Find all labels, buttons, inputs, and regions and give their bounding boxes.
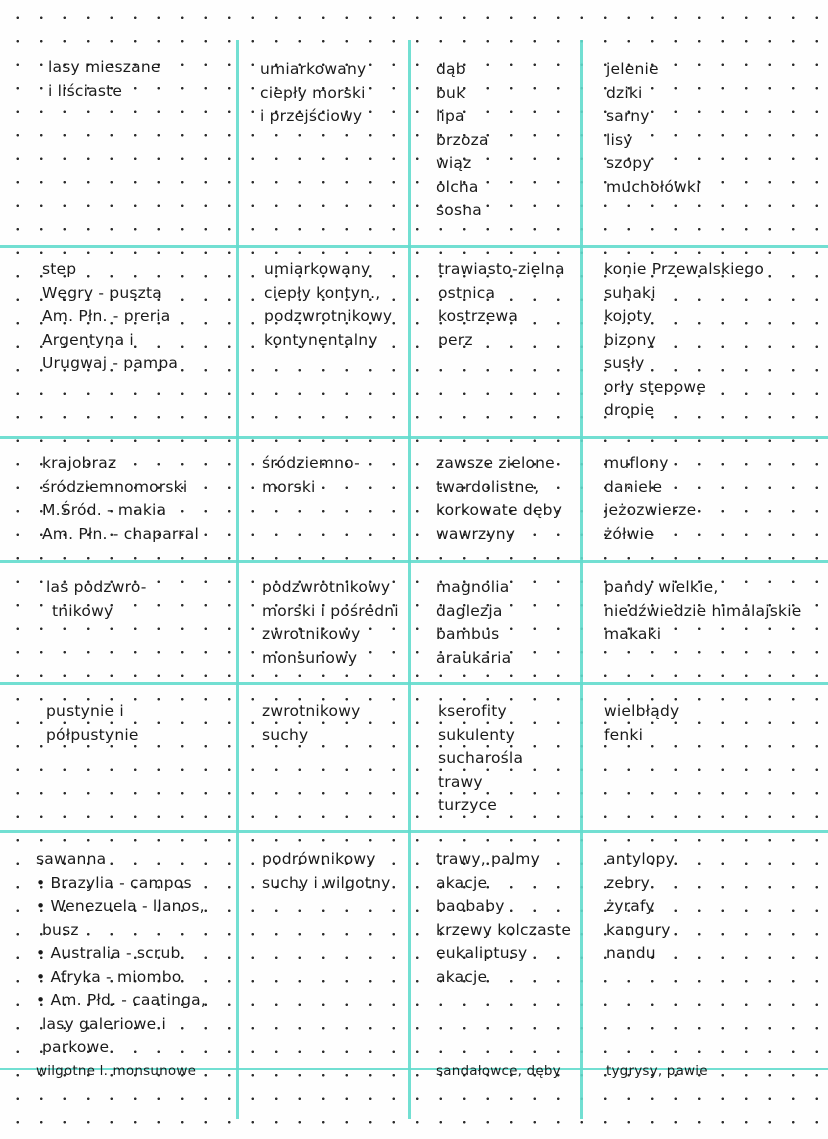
cell-line: akacje (436, 967, 488, 986)
cell-line: krzewy kolczaste (436, 920, 572, 939)
cell-line: muflony (604, 454, 669, 472)
cell-line: buk (436, 83, 466, 102)
cell-line: pandy wielkie, (604, 578, 719, 596)
cell-line: Argentyna i (42, 330, 134, 349)
cell-line: daniele (604, 477, 663, 496)
row-5-climate (262, 700, 361, 747)
cell-line: makaki (604, 625, 662, 643)
cell-line: żyrafy (606, 897, 655, 915)
row-line-2 (0, 436, 828, 439)
cell-line: morski i pośredni (262, 601, 399, 620)
cell-line: brzoza (436, 130, 489, 149)
cell-line: twardolistne, (436, 477, 540, 496)
cell-line: suhaki (604, 283, 656, 302)
row-line-5 (0, 830, 828, 833)
row-6-formation (36, 848, 206, 1083)
cell-line: monsunowy (262, 648, 358, 667)
cell-line: susły (604, 354, 645, 372)
cell-line: żółwie (604, 524, 654, 543)
cell-line: zwrotnikowy (262, 625, 361, 643)
row-3-flora (436, 452, 562, 546)
cell-line: antylopy (606, 850, 675, 868)
cell-line (606, 966, 708, 990)
cell-line: busz (42, 920, 79, 939)
cell-line: śródziemno- (262, 454, 360, 472)
cell-line: lasy galeriowe i (42, 1014, 166, 1033)
cell-line: krajobraz (42, 454, 117, 472)
cell-line: nandu (606, 944, 656, 962)
cell-line: dropie (604, 401, 655, 419)
cell-line: lasy mieszane (48, 58, 161, 76)
row-4-flora (436, 576, 511, 670)
row-line-1 (0, 245, 828, 248)
cell-line: zwrotnikowy (262, 702, 361, 720)
cell-line: umiarkowany (260, 60, 367, 78)
cell-line: Urugwaj - pampa (42, 354, 179, 372)
column-line-3 (580, 40, 583, 1119)
cell-line: muchołówki (606, 177, 701, 196)
cell-line (436, 1013, 571, 1037)
cell-line: kserofity (438, 702, 507, 720)
cell-line: • Australia - scrub (36, 944, 181, 962)
cell-line: sawanna (36, 850, 107, 868)
cell-line: suchy i wilgotny (262, 873, 391, 892)
cell-line: lipa (436, 107, 465, 125)
cell-line: M.Śród. - makia (42, 501, 167, 519)
row-2-formation (42, 258, 178, 376)
row-line-4 (0, 682, 828, 685)
cell-line: • Wenezuela - llanos, (36, 897, 205, 915)
cell-line: ostnica (438, 283, 496, 302)
row-6-climate (262, 848, 390, 895)
cell-line: wiąz (436, 154, 472, 172)
row-1-flora (436, 58, 489, 223)
cell-line: daglezja (436, 601, 503, 620)
cell-line: i liściaste (48, 81, 123, 100)
cell-line (606, 989, 708, 1013)
cell-line: wawrzyny (436, 524, 516, 543)
cell-line: olcha (436, 177, 479, 196)
cell-line: fenki (604, 725, 644, 744)
cell-line: las podzwro- (46, 578, 147, 596)
cell-line: kontynentalny (264, 330, 378, 349)
row-3-fauna (604, 452, 696, 546)
cell-line: • Brazylia - campos (36, 873, 192, 892)
cell-line: zawsze zielone (436, 454, 555, 472)
cell-line: Am. Płn. - preria (42, 307, 171, 325)
cell-line: ciepły kontyn., (264, 283, 381, 302)
cell-line: magnolia (436, 578, 510, 596)
row-4-climate (262, 576, 399, 670)
column-line-2 (408, 40, 411, 1119)
row-1-formation (48, 56, 161, 103)
cell-line: trawy (438, 772, 483, 791)
cell-line: orły stepowe (604, 377, 706, 396)
cell-line: wilgotne l. monsunowe (36, 1062, 197, 1079)
cell-line: tygrysy, pawie (606, 1062, 708, 1079)
cell-line: step (42, 260, 77, 278)
cell-line: podzwrotnikowy (264, 307, 393, 325)
cell-line: parkowe (42, 1038, 110, 1056)
cell-line: sukulenty (438, 725, 515, 744)
cell-line: sandałowce, dęby (436, 1062, 561, 1079)
row-4-formation (46, 576, 147, 623)
row-2-fauna (604, 258, 764, 423)
cell-line: lisy (606, 130, 633, 149)
cell-line: perz (438, 330, 473, 349)
cell-line: jelenie (606, 60, 659, 78)
cell-line: morski (262, 477, 316, 496)
cell-line: Am. Płn. - chaparral (42, 524, 199, 543)
row-2-flora (438, 258, 565, 352)
cell-line: umiarkowany (264, 260, 371, 278)
cell-line: bizony (604, 330, 656, 349)
cell-line: suchy (262, 725, 309, 744)
cell-line: półpustynie (46, 725, 139, 744)
cell-line: podzwrotnikowy (262, 578, 391, 596)
row-2-climate (264, 258, 392, 352)
cell-line: sosna (436, 201, 482, 219)
cell-line: kangury (606, 920, 671, 939)
row-6-fauna (606, 848, 708, 1083)
cell-line: śródziemnomorski (42, 477, 188, 496)
cell-line: • Am. Płd. - caatinga, (36, 991, 206, 1009)
cell-line (436, 989, 571, 1013)
column-line-1 (236, 40, 239, 1119)
cell-line (436, 1036, 571, 1060)
row-3-climate (262, 452, 360, 499)
cell-line: baobaby (436, 897, 505, 915)
cell-line: eukaliptusy (436, 944, 528, 962)
cell-line: • Afryka - miombo (36, 967, 182, 986)
row-1-fauna (606, 58, 701, 199)
cell-line: akacje (436, 873, 488, 892)
cell-line: dziki (606, 83, 643, 102)
cell-line: niedźwiedzie himalajskie (604, 601, 802, 620)
cell-line: bambus (436, 625, 500, 643)
row-line-3 (0, 560, 828, 563)
cell-line: zebry (606, 873, 651, 892)
cell-line: sucharośla (438, 749, 524, 767)
cell-line: trawy, palmy (436, 850, 540, 868)
cell-line: konie Przewalskiego (604, 260, 765, 278)
cell-line (606, 1013, 708, 1037)
cell-line: szopy (606, 154, 652, 172)
cell-line: Węgry - puszta (42, 283, 162, 302)
cell-line: korkowate dęby (436, 501, 563, 519)
row-6-flora (436, 848, 571, 1083)
cell-line: kojoty (604, 307, 653, 325)
cell-line: kostrzewa (438, 307, 519, 325)
row-3-formation (42, 452, 199, 546)
row-1-climate (260, 58, 366, 129)
row-5-formation (46, 700, 139, 747)
cell-line: turzyce (438, 796, 498, 814)
cell-line (606, 1036, 708, 1060)
cell-line: sarny (606, 107, 650, 125)
cell-line: tnikowy (52, 601, 114, 620)
cell-line: dąb (436, 60, 466, 78)
cell-line: trawiasto-zielna (438, 260, 565, 278)
row-4-fauna (604, 576, 801, 647)
cell-line: podrównikowy (262, 850, 376, 868)
row-5-fauna (604, 700, 679, 747)
cell-line: pustynie i (46, 702, 124, 720)
cell-line: i przejściowy (260, 107, 363, 125)
cell-line: wielbłądy (604, 702, 680, 720)
cell-line: ciepły morski (260, 83, 366, 102)
cell-line: jeżozwierze (604, 501, 697, 519)
row-5-flora (438, 700, 523, 818)
cell-line: araukaria (436, 648, 512, 667)
